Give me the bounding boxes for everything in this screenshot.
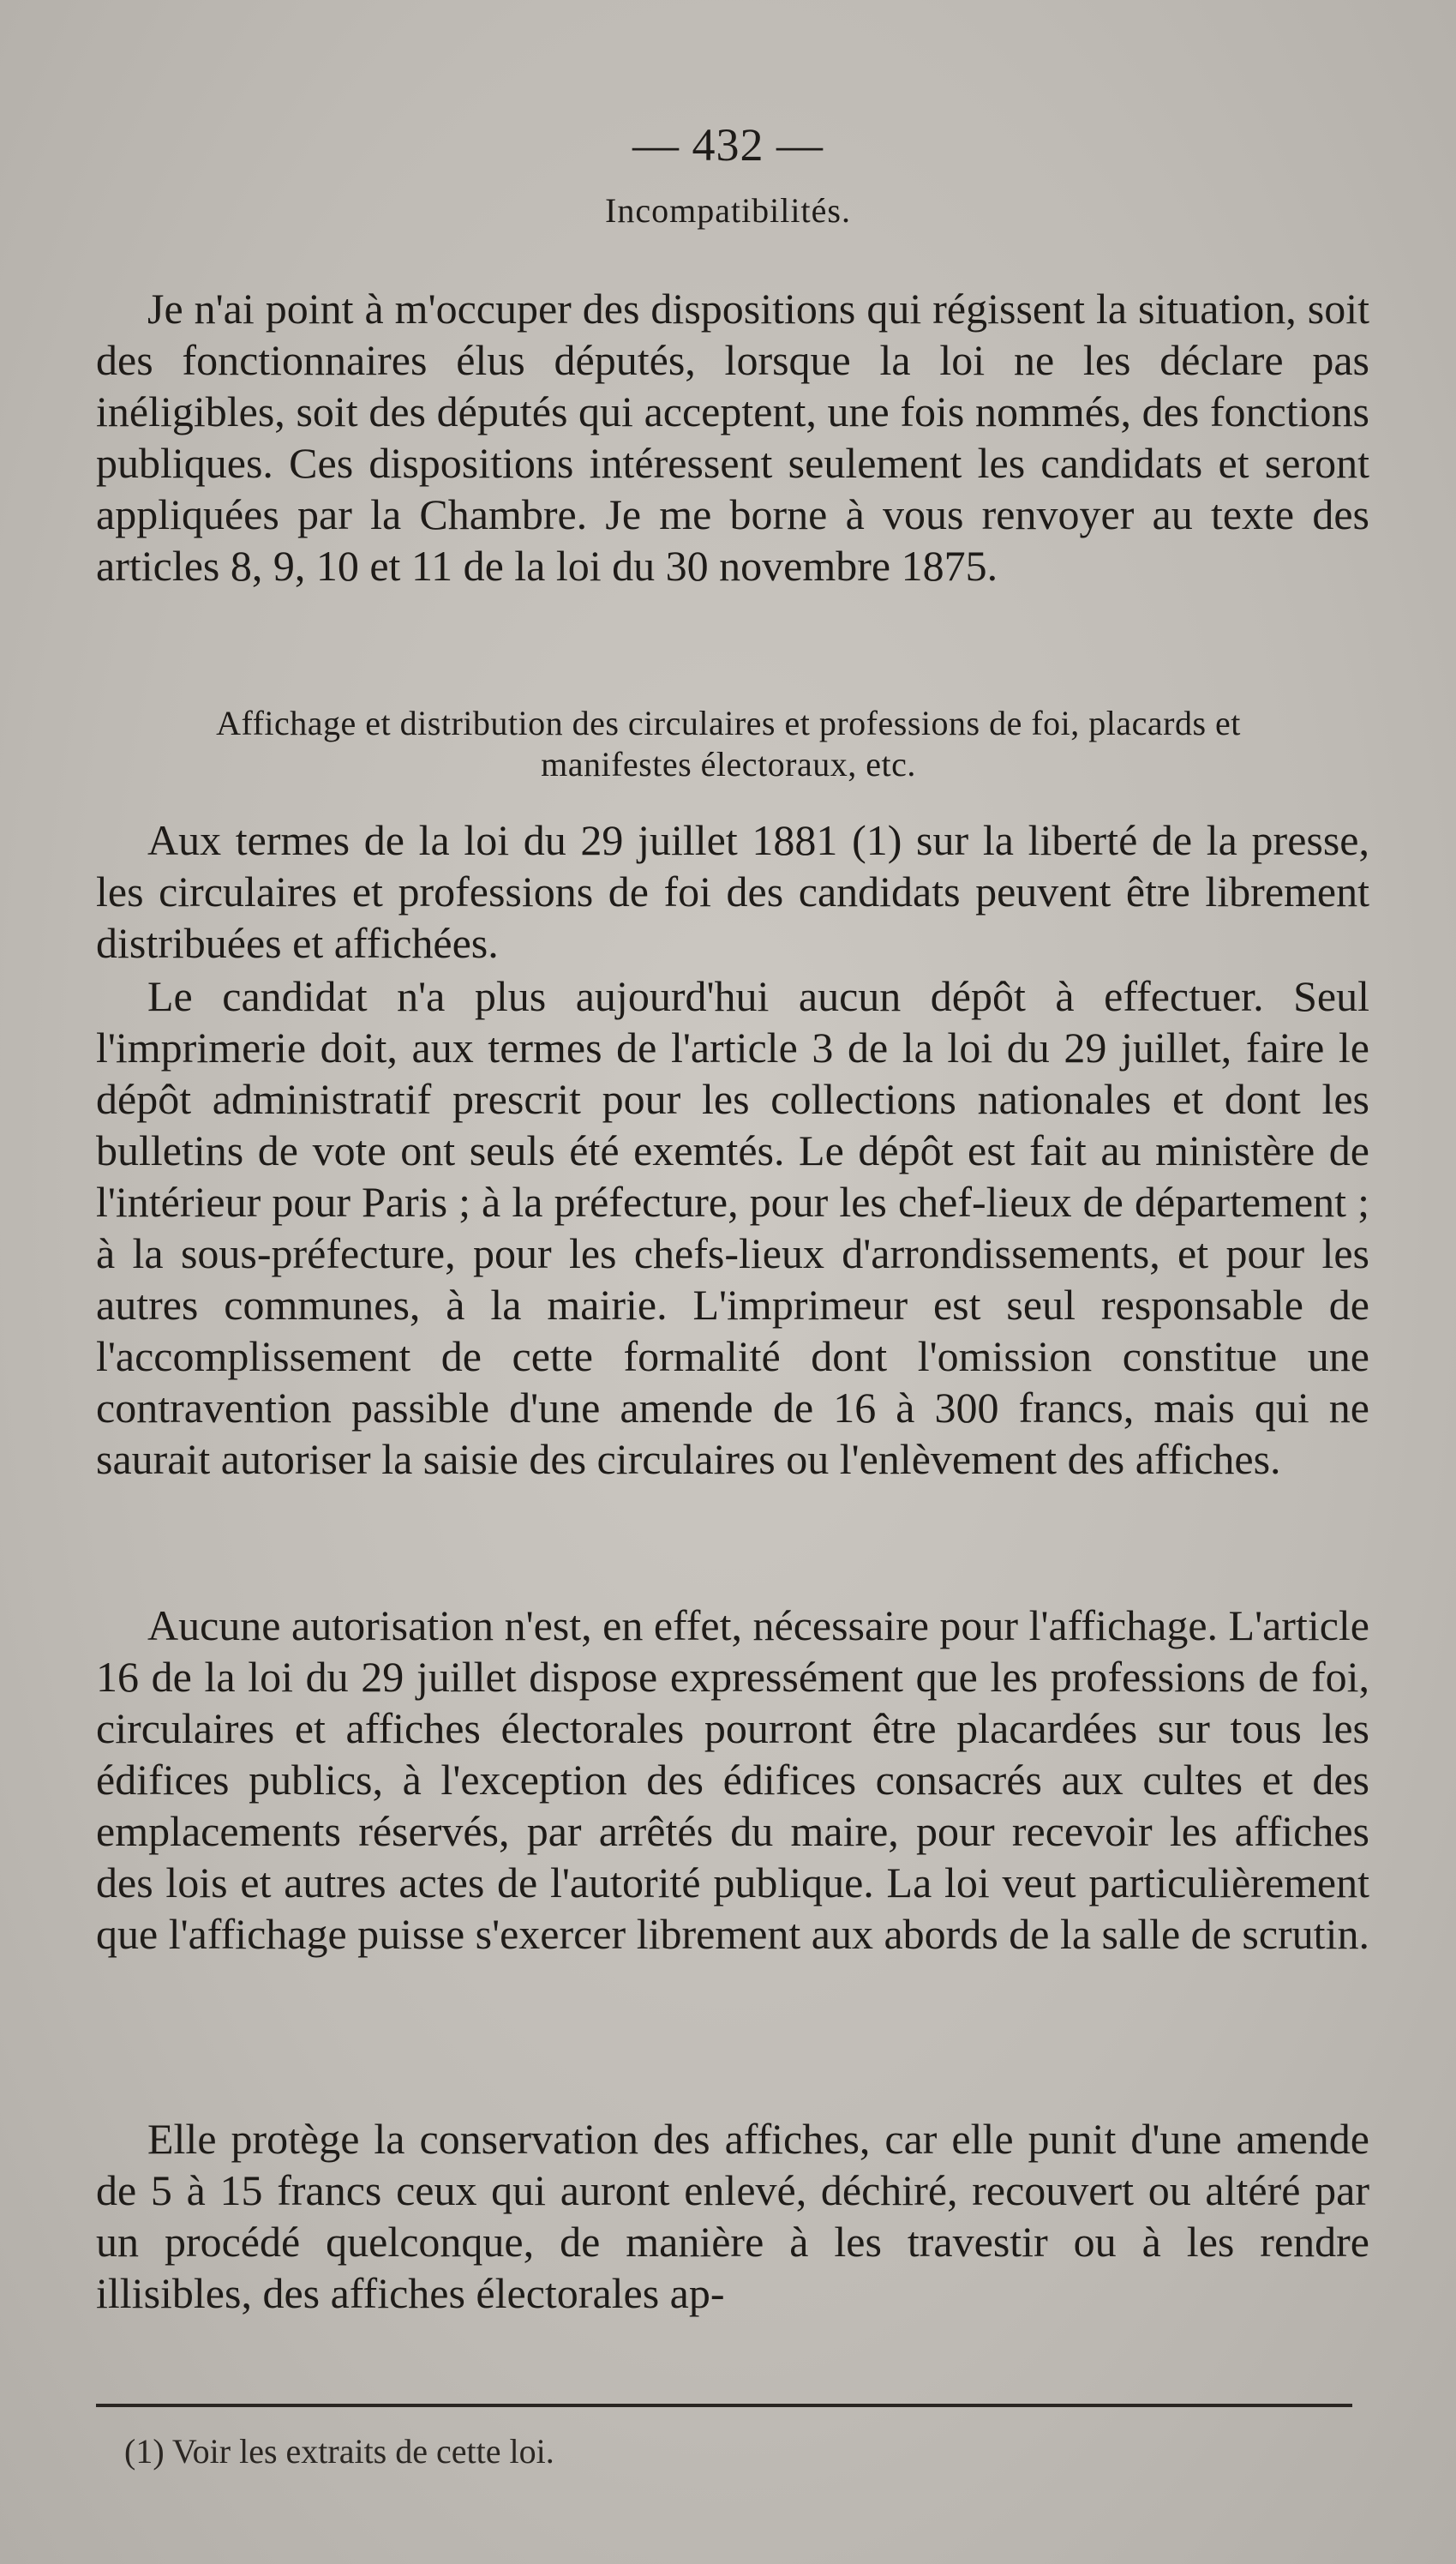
paragraph-text: Je n'ai point à m'occuper des dispositions qui régissent la situation, soit des fonctionnaires élus députés, lorsque la loi ne les déclare pas inéligibles, soit des députés qui acceptent, une fois nommés, des fonctions publiques. Ces dispositions intéressent seulement les candidats et seront appliquées par la Chambre. Je me borne à vous renvoyer au texte des articles 8, 9, 10 et 11 de la loi du 30 novembre 1875. bbox=[96, 285, 1369, 590]
page-number: — 432 — bbox=[632, 119, 824, 171]
paragraph-incompatibilites bbox=[96, 283, 1369, 591]
paragraph-text: Elle protège la conservation des affiches, car elle punit d'une amende de 5 à 15 francs ceux qui auront enlevé, déchiré, recouvert ou altéré par un procédé quelconque, de manière à les travestir ou à les rendre illisibles, des affiches électorales ap- bbox=[96, 2115, 1369, 2317]
paragraph-text: Aucune autorisation n'est, en effet, nécessaire pour l'affichage. L'article 16 de la loi du 29 juillet dispose expressément que les professions de foi, circulaires et affiches électorales pourront être placardées sur tous les édifices publics, à l'exception des édifices consacrés aux cultes et des emplacements réservés, par arrêtés du maire, pour recevoir les affiches des lois et autres actes de l'autorité publique. La loi veut particulièrement que l'affichage puisse s'exercer librement aux abords de la salle de scrutin. bbox=[96, 1601, 1369, 1958]
section-title: Incompatibilités. bbox=[605, 191, 851, 230]
paragraph-conservation bbox=[96, 2113, 1369, 2319]
paragraph-text: Aux termes de la loi du 29 juillet 1881 (1) sur la liberté de la presse, les circulaires et professions de foi des candidats peuvent être librement distribuées et affichées. bbox=[96, 816, 1369, 967]
paragraph-autorisation bbox=[96, 1600, 1369, 1960]
paragraph-loi-1881 bbox=[96, 814, 1369, 969]
footnote-divider bbox=[96, 2404, 1352, 2407]
paragraph-text: Le candidat n'a plus aujourd'hui aucun dépôt à effectuer. Seul l'imprimerie doit, aux termes de l'article 3 de la loi du 29 juillet, faire le dépôt administratif prescrit pour les collections nationales et dont les bulletins de vote ont seuls été exemtés. Le dépôt est fait au ministère de l'intérieur pour Paris ; à la préfecture, pour les chef-lieux de département ; à la sous-préfecture, pour les chefs-lieux d'arrondissements, et pour les autres communes, à la mairie. L'imprimeur est seul responsable de l'accomplissement de cette formalité dont l'omission constitue une contravention passible d'une amende de 16 à 300 francs, mais qui ne saurait autoriser la saisie des circulaires ou l'enlèvement des affiches. bbox=[96, 972, 1369, 1483]
paragraph-depot bbox=[96, 970, 1369, 1485]
subheading-affichage: Affichage et distribution des circulaires et professions de foi, placards et manifestes électoraux, etc. bbox=[216, 704, 1241, 784]
footnote: (1) Voir les extraits de cette loi. bbox=[124, 2432, 554, 2471]
